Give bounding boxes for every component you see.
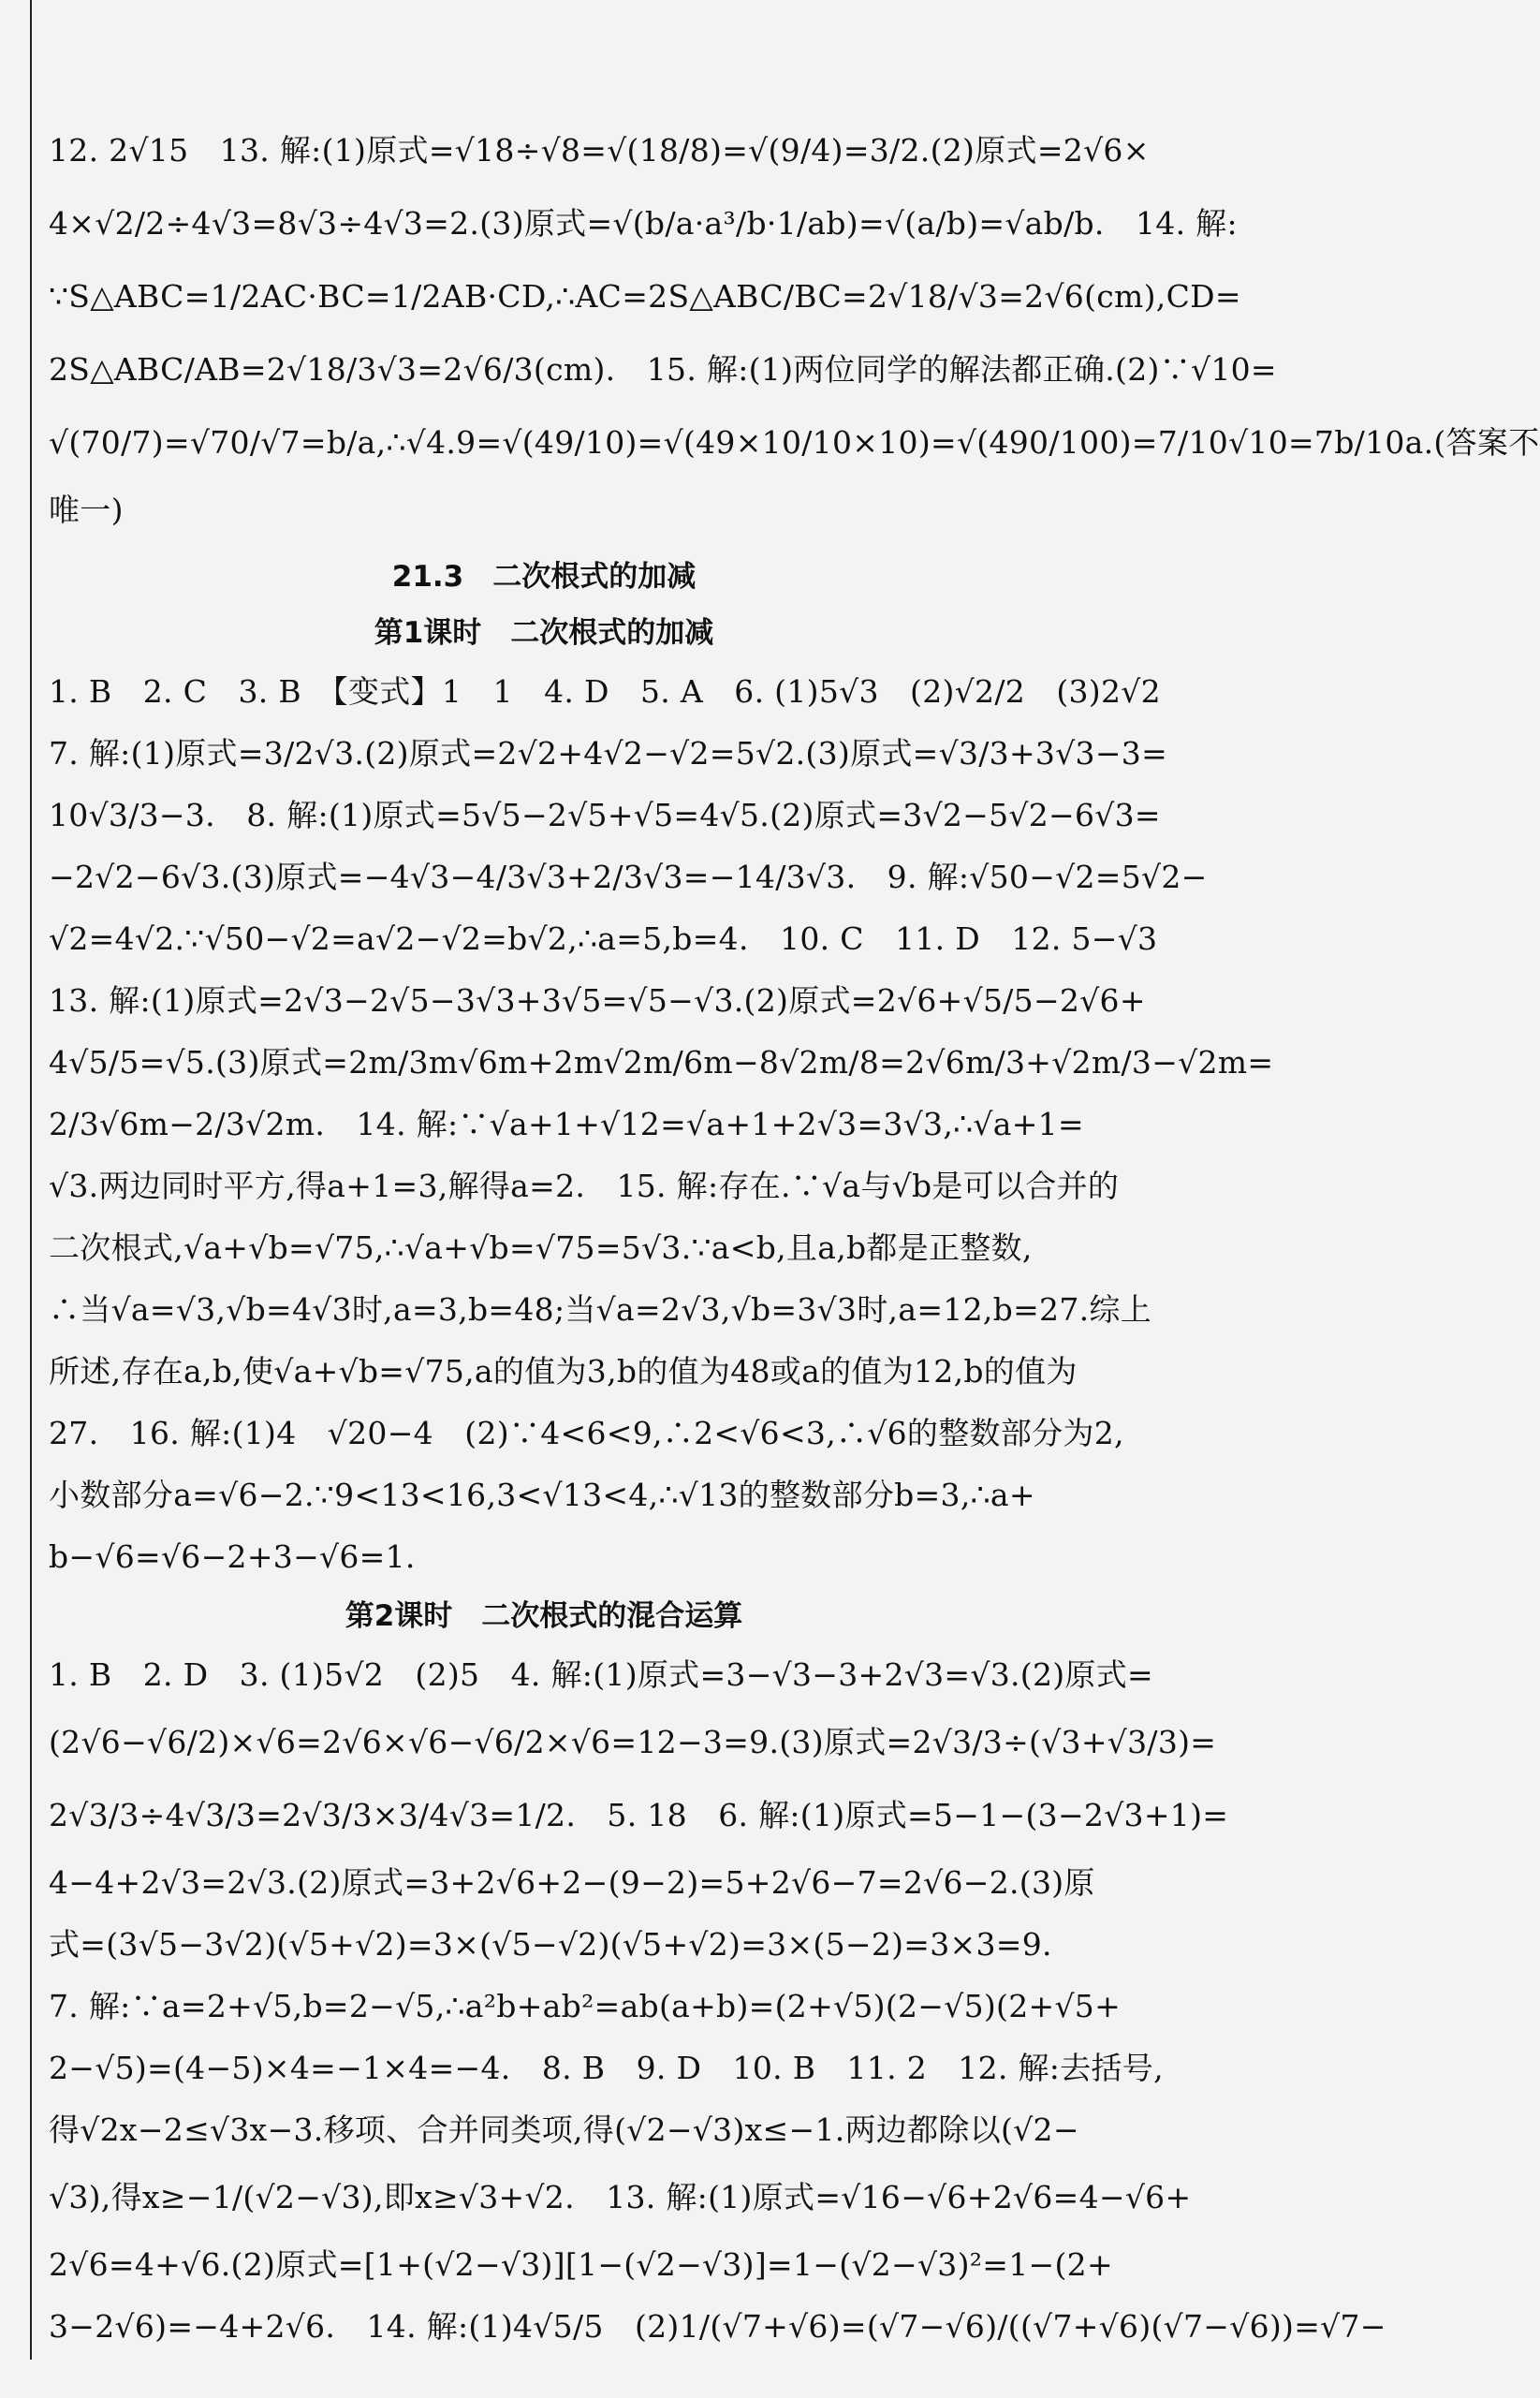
text-line: 得√2x−2≤√3x−3.移项、合并同类项,得(√2−√3)x≤−1.两边都除以(√2−	[49, 2111, 1079, 2148]
lesson-title: 第2课时 二次根式的混合运算	[345, 1599, 743, 1633]
text-line: √2=4√2.∵√50−√2=a√2−√2=b√2,∴a=5,b=4. 10. C 11. D 12. 5−√3	[49, 920, 1158, 957]
text-line: 7. 解:∵a=2+√5,b=2−√5,∴a²b+ab²=ab(a+b)=(2+√5)(2−√5)(2+√5+	[49, 1988, 1122, 2024]
text-line: 小数部分a=√6−2.∵9<13<16,3<√13<4,∴√13的整数部分b=3,∴a+	[49, 1477, 1035, 1513]
text-line: 4√5/5=√5.(3)原式=2m/3m√6m+2m√2m/6m−8√2m/8=2√6m/3+√2m/3−√2m=	[49, 1044, 1274, 1081]
block-lesson-2	[49, 1644, 1386, 2358]
text-line: 式=(3√5−3√2)(√5+√2)=3×(√5−√2)(√5+√2)=3×(5−2)=3×3=9.	[49, 1926, 1052, 1963]
text-line: 所述,存在a,b,使√a+√b=√75,a的值为3,b的值为48或a的值为12,b的值为	[49, 1353, 1078, 1390]
text-line: (2√6−√6/2)×√6=2√6×√6−√6/2×√6=12−3=9.(3)原式=2√3/3÷(√3+√3/3)=	[49, 1724, 1217, 1760]
left-margin-rule	[30, 0, 32, 2360]
text-line: ∴当√a=√3,√b=4√3时,a=3,b=48;当√a=2√3,√b=3√3时,a=12,b=27.综上	[49, 1291, 1152, 1328]
text-line: √3.两边同时平方,得a+1=3,解得a=2. 15. 解:存在.∵√a与√b是可以合并的	[49, 1168, 1120, 1204]
text-line: 1. B 2. C 3. B 【变式】1 1 4. D 5. A 6. (1)5√3 (2)√2/2 (3)2√2	[49, 673, 1161, 710]
text-line: 2−√5)=(4−5)×4=−1×4=−4. 8. B 9. D 10. B 11. 2 12. 解:去括号,	[49, 2050, 1164, 2086]
text-line: 27. 16. 解:(1)4 √20−4 (2)∵4<6<9,∴2<√6<3,∴√6的整数部分为2,	[49, 1415, 1124, 1451]
text-line: √3),得x≥−1/(√2−√3),即x≥√3+√2. 13. 解:(1)原式=√16−√6+2√6=4−√6+	[49, 2179, 1192, 2215]
text-line: 2√6=4+√6.(2)原式=[1+(√2−√3)][1−(√2−√3)]=1−(√2−√3)²=1−(2+	[49, 2246, 1113, 2283]
text-line: 2S△ABC/AB=2√18/3√3=2√6/3(cm). 15. 解:(1)两位同学的解法都正确.(2)∵√10=	[49, 351, 1277, 388]
block-lesson-1	[49, 661, 1274, 1588]
text-line: 2√3/3÷4√3/3=2√3/3×3/4√3=1/2. 5. 18 6. 解:(1)原式=5−1−(3−2√3+1)=	[49, 1797, 1229, 1833]
text-line: 3−2√6)=−4+2√6. 14. 解:(1)4√5/5 (2)1/(√7+√6)=(√7−√6)/((√7+√6)(√7−√6))=√7−	[49, 2308, 1386, 2345]
text-line: 唯一)	[49, 492, 124, 528]
text-line: −2√2−6√3.(3)原式=−4√3−4/3√3+2/3√3=−14/3√3. 9. 解:√50−√2=5√2−	[49, 859, 1208, 895]
text-line: 二次根式,√a+√b=√75,∴√a+√b=√75=5√3.∵a<b,且a,b都是正整数,	[49, 1229, 1033, 1266]
text-line: b−√6=√6−2+3−√6=1.	[49, 1538, 416, 1575]
text-line: √(70/7)=√70/√7=b/a,∴√4.9=√(49/10)=√(49×10/10×10)=√(490/100)=7/10√10=7b/10a.(答案不	[49, 424, 1540, 461]
text-line: ∵S△ABC=1/2AC·BC=1/2AB·CD,∴AC=2S△ABC/BC=2√18/√3=2√6(cm),CD=	[49, 278, 1241, 315]
block-previous-answers	[49, 114, 1540, 541]
text-line: 10√3/3−3. 8. 解:(1)原式=5√5−2√5+√5=4√5.(2)原式=3√2−5√2−6√3=	[49, 797, 1161, 833]
text-line: 7. 解:(1)原式=3/2√3.(2)原式=2√2+4√2−√2=5√2.(3)原式=√3/3+3√3−3=	[49, 735, 1168, 772]
text-line: 4−4+2√3=2√3.(2)原式=3+2√6+2−(9−2)=5+2√6−7=2√6−2.(3)原	[49, 1864, 1095, 1901]
lesson-title: 第1课时 二次根式的加减	[374, 616, 714, 650]
text-line: 12. 2√15 13. 解:(1)原式=√18÷√8=√(18/8)=√(9/4)=3/2.(2)原式=2√6×	[49, 132, 1150, 169]
answer-content	[49, 114, 1540, 2358]
section-title: 21.3 二次根式的加减	[391, 560, 697, 594]
text-line: 4×√2/2÷4√3=8√3÷4√3=2.(3)原式=√(b/a·a³/b·1/ab)=√(a/b)=√ab/b. 14. 解:	[49, 205, 1238, 242]
text-line: 1. B 2. D 3. (1)5√2 (2)5 4. 解:(1)原式=3−√3−3+2√3=√3.(2)原式=	[49, 1656, 1153, 1693]
text-line: 2/3√6m−2/3√2m. 14. 解:∵√a+1+√12=√a+1+2√3=3√3,∴√a+1=	[49, 1106, 1084, 1142]
text-line: 13. 解:(1)原式=2√3−2√5−3√3+3√5=√5−√3.(2)原式=2√6+√5/5−2√6+	[49, 982, 1146, 1019]
